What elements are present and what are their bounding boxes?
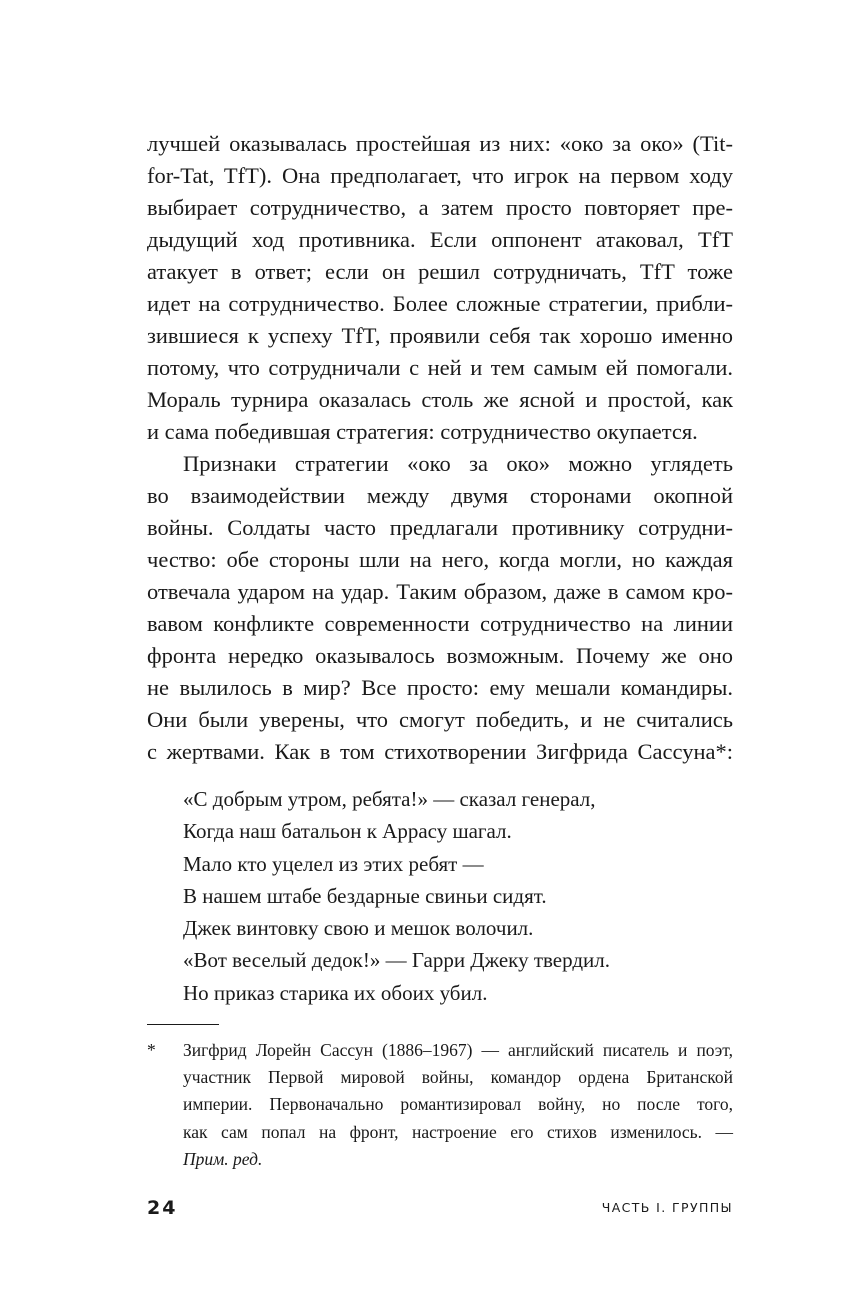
footnote-line: как сам попал на фронт, настроение его стихов изменилось. — — [183, 1121, 733, 1142]
footnote-line: участник Первой мировой войны, командор ордена Британской — [183, 1067, 733, 1088]
text-line: потому, что сотрудничали с ней и тем самым ей помогали. — [147, 355, 733, 380]
text-line: фронта нередко оказывалось возможным. Почему же оно — [147, 643, 733, 668]
text-line: зившиеся к успеху TfT, проявили себя так хорошо именно — [147, 323, 733, 348]
text-line: и сама победившая стратегия: сотрудничество окупается. — [147, 419, 698, 444]
poem-line: Джек винтовку свою и мешок волочил. — [183, 916, 534, 941]
footnote-text — [183, 1037, 733, 1173]
editor-note: Прим. ред. — [183, 1148, 263, 1169]
running-head: ЧАСТЬ I. ГРУППЫ — [601, 1200, 733, 1215]
poem-line: В нашем штабе бездарные свиньи сидят. — [183, 883, 547, 908]
poem-line: Но приказ старика их обоих убил. — [183, 980, 488, 1005]
poem — [183, 783, 703, 1009]
text-line: с жертвами. Как в том стихотворении Зигфрида Сассуна*: — [147, 739, 733, 764]
footnote-divider — [147, 1024, 219, 1025]
footnote-line: империи. Первоначально романтизировал войну, но после того, — [183, 1094, 733, 1115]
text-line: выбирает сотрудничество, а затем просто повторяет пре- — [147, 195, 733, 220]
text-line: войны. Солдаты часто предлагали противнику сотрудни- — [147, 515, 733, 540]
text-line: вавом конфликте современности сотрудничество на линии — [147, 611, 733, 636]
footnote-line: Зигфрид Лорейн Сассун (1886–1967) — английский писатель и поэт, — [183, 1040, 733, 1060]
text-line: не вылилось в мир? Все просто: ему мешали командиры. — [147, 675, 733, 700]
poem-line: Мало кто уцелел из этих ребят — — [183, 851, 484, 876]
text-line: идет на сотрудничество. Более сложные стратегии, прибли- — [147, 291, 733, 316]
text-line: чество: обе стороны шли на него, когда могли, но каждая — [147, 547, 733, 572]
text-line: дыдущий ход противника. Если оппонент атаковал, TfT — [147, 227, 733, 252]
poem-line: «Вот веселый дедок!» — Гарри Джеку твердил. — [183, 948, 611, 973]
poem-line: Когда наш батальон к Аррасу шагал. — [183, 819, 512, 844]
text-line: отвечала ударом на удар. Таким образом, даже в самом кро- — [147, 579, 733, 604]
poem-line: «С добрым утром, ребята!» — сказал генерал, — [183, 787, 596, 811]
main-text — [147, 128, 733, 768]
text-line: for-Tat, TfT). Она предполагает, что игрок на первом ходу — [147, 163, 733, 188]
text-line: Признаки стратегии «око за око» можно углядеть — [183, 451, 733, 476]
text-line: Они были уверены, что смогут победить, и не считались — [147, 707, 733, 732]
text-line: во взаимодействии между двумя сторонами окопной — [147, 483, 733, 508]
footnote-marker: * — [147, 1040, 156, 1060]
text-line: Мораль турнира оказалась столь же ясной и простой, как — [147, 387, 733, 412]
page-number: 24 — [147, 1197, 178, 1219]
text-line: лучшей оказывалась простейшая из них: «око за око» (Tit- — [147, 131, 733, 156]
text-line: атакует в ответ; если он решил сотрудничать, TfT тоже — [147, 259, 733, 284]
